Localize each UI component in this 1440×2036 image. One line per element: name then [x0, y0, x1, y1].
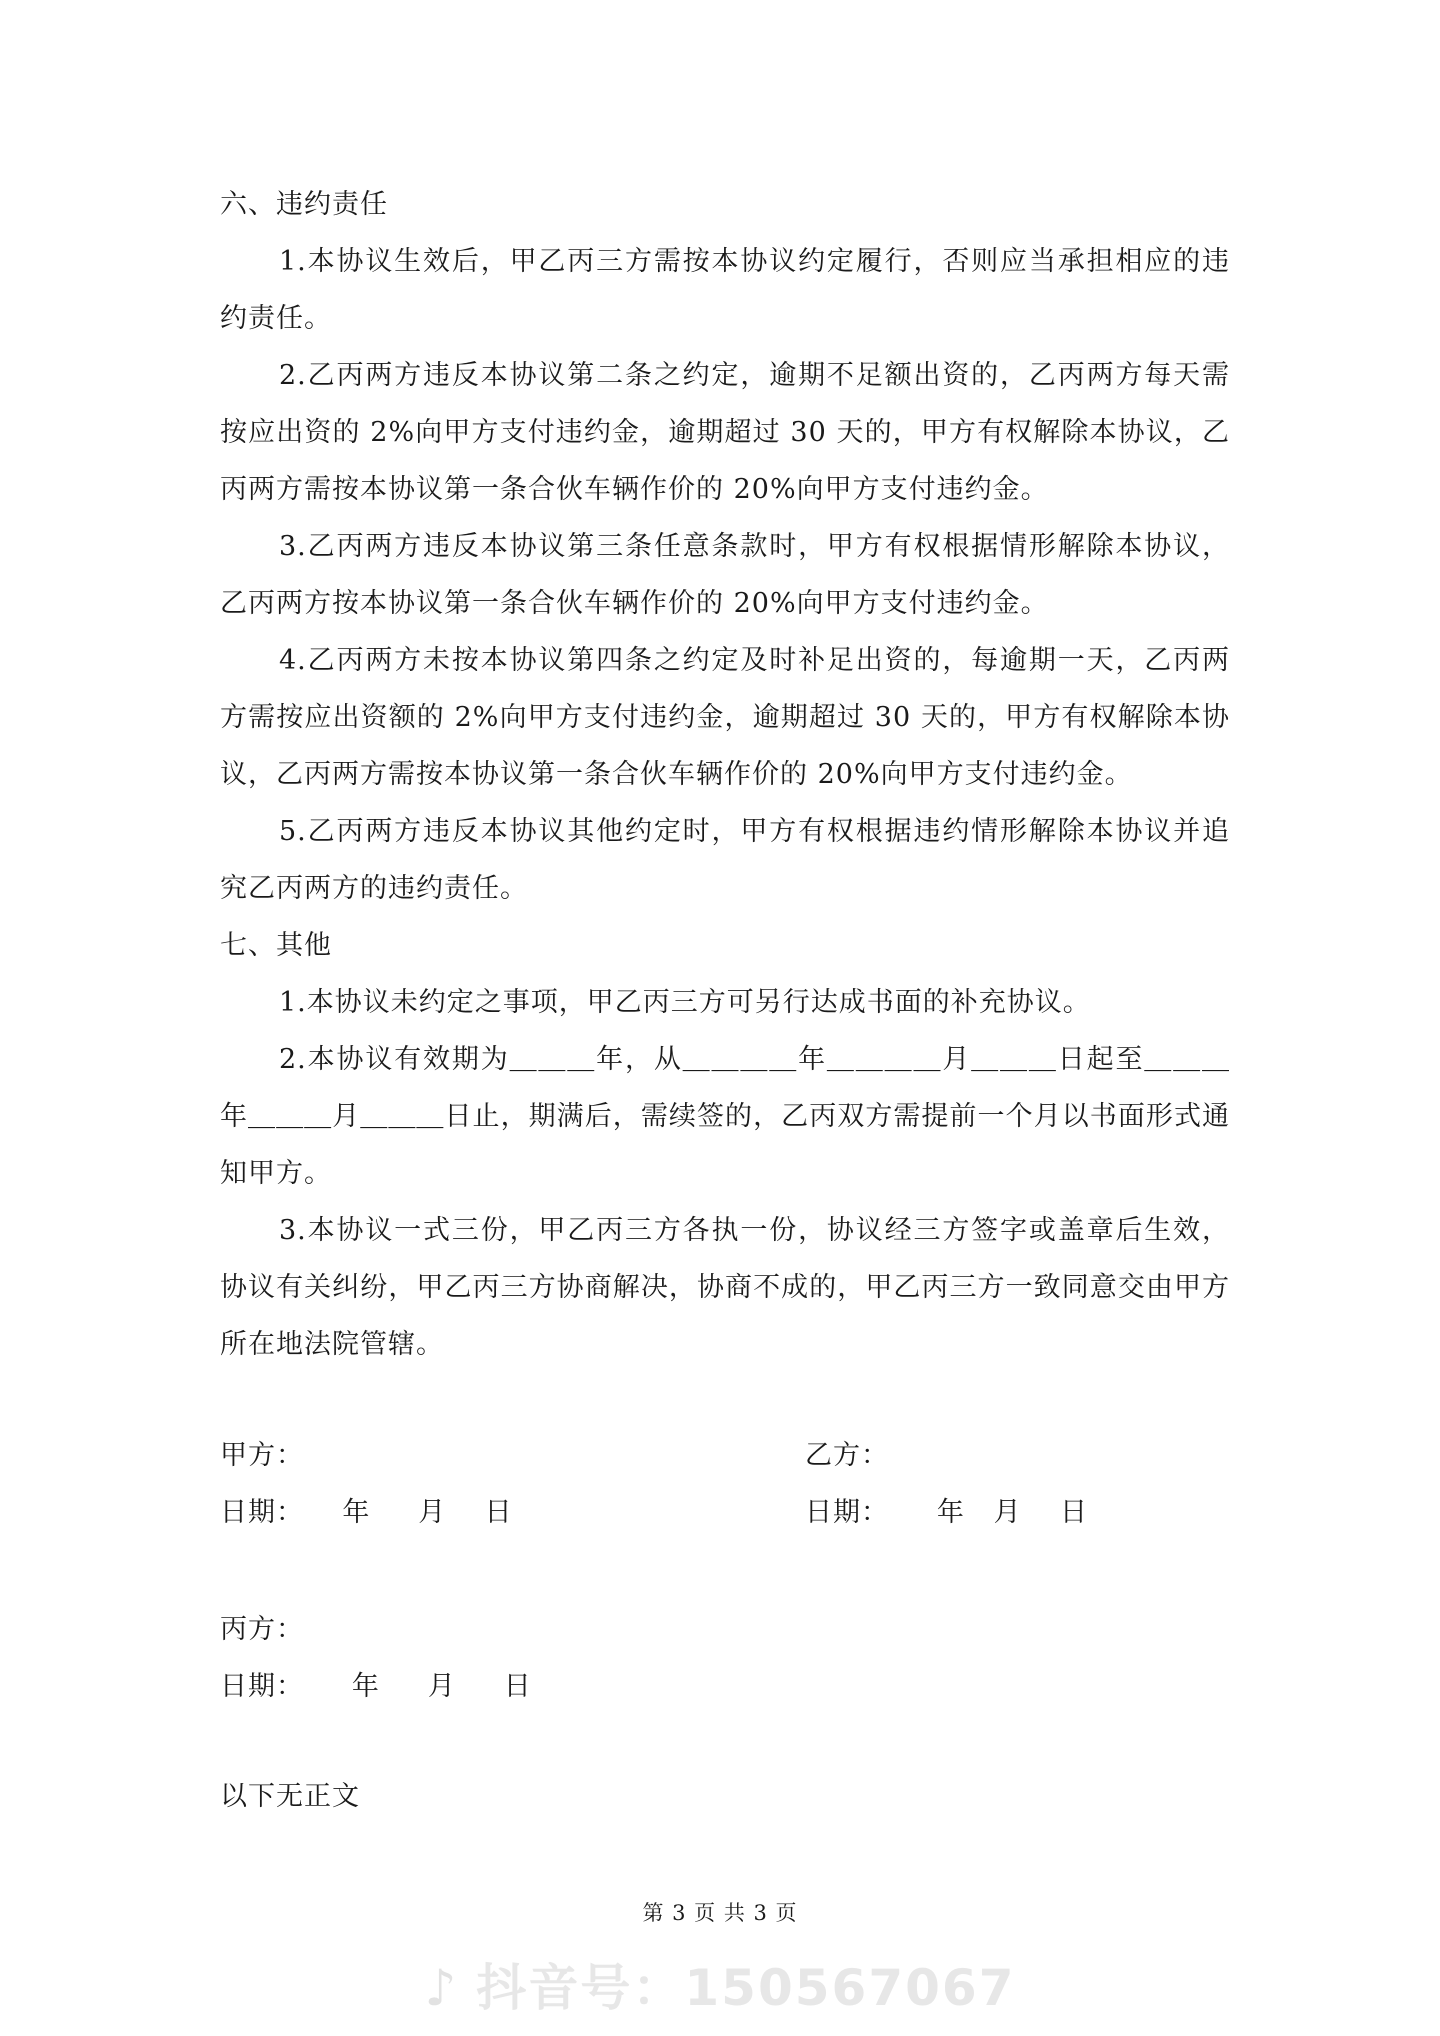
platform-watermark	[0, 1948, 1440, 2020]
page-number-footer: 第 3 页 共 3 页	[642, 1901, 798, 1925]
tiktok-note-icon: ♪	[424, 1959, 459, 2017]
signature-block-top	[220, 1427, 1230, 1541]
party-b-label: 乙方：	[805, 1440, 889, 1471]
party-c-label: 丙方：	[220, 1614, 304, 1645]
section-7-item-2: 2.本协议有效期为＿＿＿年，从＿＿＿＿年＿＿＿＿月＿＿＿日起至＿＿＿年＿＿＿月＿＿＿日止，期满后，需续签的，乙丙双方需提前一个月以书面形式通知甲方。	[220, 1044, 1230, 1189]
section-6-item-2: 2.乙丙两方违反本协议第二条之约定，逾期不足额出资的，乙丙两方每天需按应出资的 2%向甲方支付违约金，逾期超过 30 天的，甲方有权解除本协议，乙丙两方需按本协议第一条合伙车辆作价的 20%向甲方支付违约金。	[220, 360, 1230, 505]
party-b-date: 日期： 年 月 日	[805, 1497, 1088, 1528]
section-7-item-3: 3.本协议一式三份，甲乙丙三方各执一份，协议经三方签字或盖章后生效，协议有关纠纷，甲乙丙三方协商解决，协商不成的，甲乙丙三方一致同意交由甲方所在地法院管辖。	[220, 1215, 1230, 1360]
section-6-item-1: 1.本协议生效后，甲乙丙三方需按本协议约定履行，否则应当承担相应的违约责任。	[220, 246, 1230, 334]
contract-body	[220, 176, 1230, 1373]
party-a-date: 日期： 年 月 日	[220, 1497, 513, 1528]
section-7-heading: 七、其他	[220, 930, 332, 961]
party-a-label: 甲方：	[220, 1440, 304, 1471]
party-c-date: 日期： 年 月 日	[220, 1671, 532, 1702]
section-7-item-1: 1.本协议未约定之事项，甲乙丙三方可另行达成书面的补充协议。	[279, 987, 1091, 1018]
section-6-item-4: 4.乙丙两方未按本协议第四条之约定及时补足出资的，每逾期一天，乙丙两方需按应出资额的 2%向甲方支付违约金，逾期超过 30 天的，甲方有权解除本协议，乙丙两方需按本协议第一条合伙车辆作价的 20%向甲方支付违约金。	[220, 645, 1230, 790]
section-6-item-5: 5.乙丙两方违反本协议其他约定时，甲方有权根据违约情形解除本协议并追究乙丙两方的违约责任。	[220, 816, 1230, 904]
signature-block-bottom	[220, 1601, 1230, 1715]
watermark-text: 抖音号：150567067	[476, 1959, 1016, 2017]
section-6-heading: 六、违约责任	[220, 189, 388, 220]
no-further-text-note: 以下无正文	[220, 1781, 360, 1812]
section-6-item-3: 3.乙丙两方违反本协议第三条任意条款时，甲方有权根据情形解除本协议，乙丙两方按本协议第一条合伙车辆作价的 20%向甲方支付违约金。	[220, 531, 1230, 619]
